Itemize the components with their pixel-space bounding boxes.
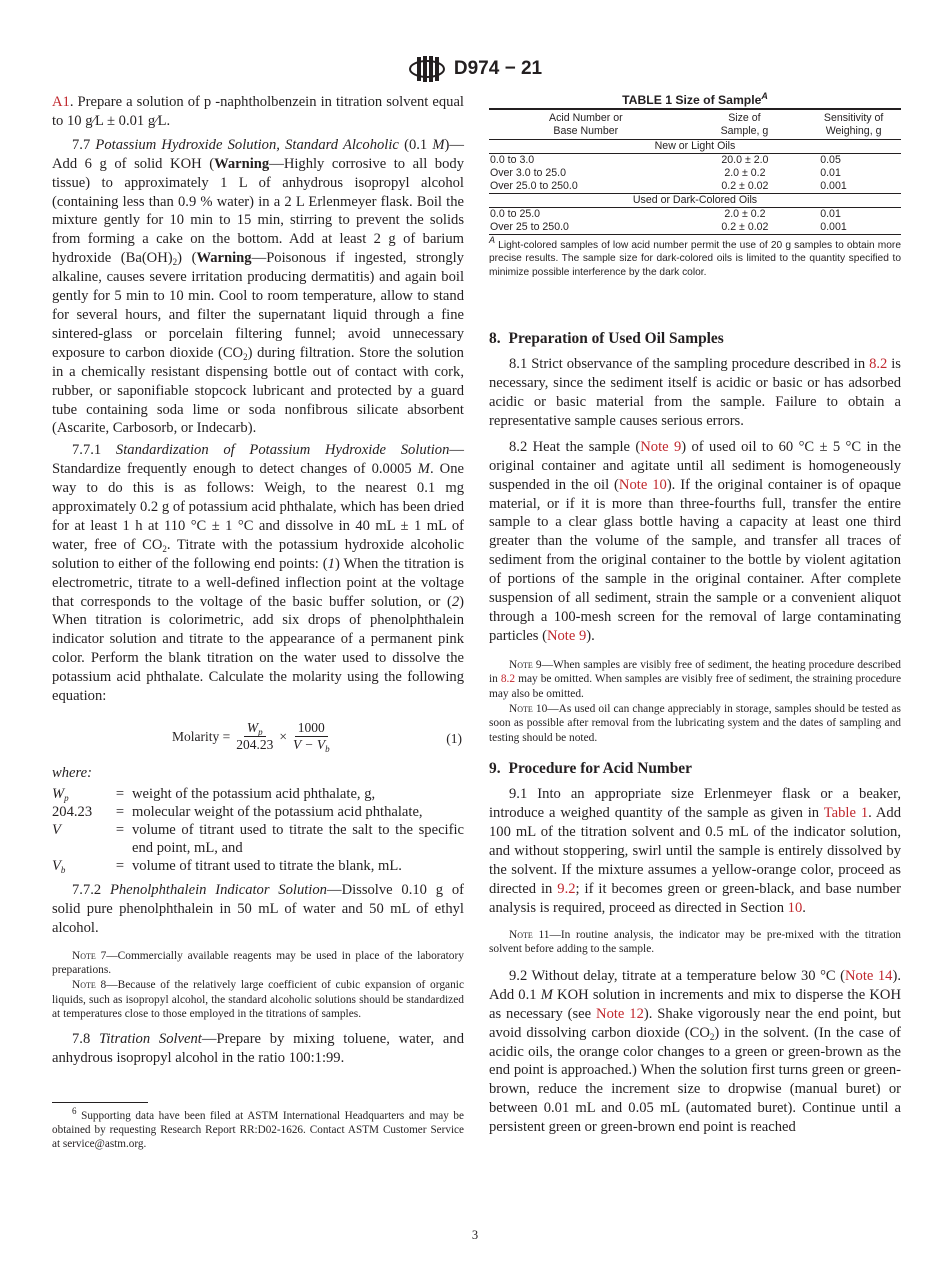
- link-note-9[interactable]: Note 9: [640, 438, 682, 455]
- definition-row: $V_b$ = volume of titrant used to titrate the blank, mL.: [52, 858, 402, 875]
- paragraph-8-2: 8.2 Heat the sample (Note 9) of used oil to 60 °C ± 5 °C in the original container and agitate until all sediment is homogeneously suspended in the oil (Note 10). If the original container is of opaque material, or if it is more than three-fourths full, transfer the entire sample to a clear glass bottle having a capacity at least one third greater than the volume of the sample, and transfer all traces of sediment from the original container to the bottle by violent agitation of portions of the sample in the original container. After complete suspension of all sediment, strain the sample or a convenient aliquot through a 100-mesh screen for the removal of large contaminating particles (Note 9).: [489, 438, 902, 644]
- table-title: TABLE 1 Size of Sample$^A$: [622, 91, 768, 107]
- link-section-8-2[interactable]: 8.2: [500, 673, 516, 686]
- section-title: Potassium Hydroxide Solution, Standard Alcoholic: [95, 136, 399, 153]
- footnote-6: $^6$ Supporting data have been filed at ASTM International Headquarters and may be obtained by requesting Research Report RR:D02-1626. Contact ASTM Customer Service at service@astm.org.: [52, 1105, 464, 1151]
- equation-number: (1): [446, 731, 462, 746]
- table-row: 0.0 to 25.0 2.0 ± 0.2 0.01: [490, 208, 841, 220]
- fraction-1000-over-volume: $\frac{1000}{V - V_b}$: [292, 720, 330, 754]
- column-header: Acid Number or Base Number: [549, 112, 623, 137]
- section-9-heading: 9. Procedure for Acid Number: [489, 760, 692, 778]
- variable-definitions: [52, 785, 464, 875]
- link-a1[interactable]: A1: [52, 94, 70, 110]
- table-row: Over 3.0 to 25.0 2.0 ± 0.2 0.01: [490, 167, 841, 179]
- section-title: Titration Solvent: [99, 1030, 202, 1047]
- link-note-9[interactable]: Note 9: [546, 627, 587, 644]
- section-title: Standardization of Potassium Hydroxide Solution: [115, 442, 450, 459]
- link-section-9-2[interactable]: 9.2: [557, 880, 576, 897]
- paragraph-8-1: 8.1 Strict observance of the sampling procedure described in 8.2 is necessary, since the sediment itself is acidic or basic or has adsorbed acidic or basic material from the sample. Failure to obtain a representative sample causes serious errors.: [489, 356, 901, 429]
- column-header: Size of Sample, g: [720, 112, 769, 137]
- paragraph-7-7-2: 7.7.2 Phenolphthalein Indicator Solution—Dissolve 0.10 g of solid pure phenolphthalein in 50 mL of water and 50 mL of ethyl alcohol.: [52, 882, 464, 936]
- table-row: Over 25.0 to 250.0 0.2 ± 0.02 0.001: [490, 180, 847, 192]
- table-group-row: New or Light Oils: [489, 140, 901, 154]
- link-table-1[interactable]: Table 1: [823, 805, 869, 822]
- right-column: [489, 92, 901, 1137]
- molarity-equation: Molarity = $\frac{W_p}{204.23}$ × $\frac{1000}{V - V_b}$ (1): [172, 720, 462, 754]
- link-section-8-2[interactable]: 8.2: [869, 356, 888, 373]
- paragraph-7-7: 7.7 Potassium Hydroxide Solution, Standard Alcoholic (0.1 M)—Add 6 g of solid KOH (Warning—Highly corrosive to all body tissue) to approximately 1 L of anhydrous isopropyl alcohol (containing less than 0.9 % water) in a 2 L Erlenmeyer flask. Boil the mixture gently for 10 min to 15 min, stirring to prevent the solids from forming a cake on the bottom. Add at least 2 g of barium hydroxide $(Ba(OH)_2)$ (Warning—Poisonous if ingested, strongly alkaline, causes severe irritation producing dermatitis) and again boil gently for 5 min to 10 min. Cool to room temperature, allow to stand for several hours, and filter the supernatant liquid through a fine sintered-glass or porcelain filtering funnel; avoid unnecessary exposure to carbon dioxide $(CO_2)$ during filtration. Store the solution in a chemically resistant dispensing bottle out of contact with cork, rubber, or saponifiable stopcock lubricant and protected by a guard tube containing soda lime or soda nonfibrous silicate absorbent (Ascarite, Carbosorb, or Indecarb).: [52, 136, 464, 437]
- column-header: Sensitivity of Weighing, g: [823, 112, 884, 137]
- note-10: Note 10—As used oil can change appreciably in storage, samples should be tested as soon as possible after removal from the lubricating system and the dates of sampling and testing should be noted.: [489, 702, 901, 744]
- note-8: Note 8—Because of the relatively large coefficient of cubic expansion of organic liquids, such as isopropyl alcohol, the standard alcoholic solutions should be standardized at temperatures close to those employed in the titrations of samples.: [52, 978, 464, 1021]
- page-header: [0, 54, 950, 84]
- section-title: Phenolphthalein Indicator Solution: [109, 882, 327, 898]
- document-designation: D974 − 21: [453, 58, 543, 79]
- astm-logo-icon: [408, 54, 446, 84]
- fraction-wp-over-mw: $\frac{W_p}{204.23}$: [236, 720, 274, 752]
- left-column: [52, 93, 464, 1152]
- table-row: Over 25 to 250.0 0.2 ± 0.02 0.001: [490, 221, 847, 233]
- table-header-row: [489, 109, 901, 140]
- paragraph-9-2: 9.2 Without delay, titrate at a temperature below 30 °C (Note 14). Add 0.1 M KOH solution in increments and mix to disperse the KOH as necessary (see Note 12). Shake vigorously near the end point, but avoid dissolving carbon dioxide $(CO_2)$ in the solvent. (In the case of acidic oils, the orange color changes to a green or green-brown as the end point is approached.) When the solution first turns green or green-brown, reduce the increment size to dropwise (manual buret) or between 0.01 mL and 0.05 mL (automated buret). Continue until a persistent green or green-brown end point is reached: [489, 967, 901, 1136]
- where-label: where:: [52, 765, 92, 781]
- note-7: Note 7—Commercially available reagents may be used in place of the laboratory preparations.: [52, 949, 464, 977]
- link-note-10[interactable]: Note 10: [618, 476, 667, 493]
- page-number: 3: [471, 1228, 479, 1242]
- table-row: 0.0 to 3.0 20.0 ± 2.0 0.05: [490, 154, 841, 166]
- link-section-10[interactable]: 10: [787, 899, 803, 916]
- definition-row: V = volume of titrant used to titrate the salt to the specific end point, mL, and: [52, 822, 464, 856]
- paragraph-7-6-continued: A1. Prepare a solution of p -naphtholbenzein in titration solvent equal to 10 g⁄L ± 0.01 g⁄L.: [52, 94, 464, 129]
- link-note-14[interactable]: Note 14: [845, 967, 893, 984]
- paragraph-9-1: 9.1 Into an appropriate size Erlenmeyer flask or a beaker, introduce a weighed quantity of the sample as given in Table 1. Add 100 mL of the titration solvent and 0.5 mL of the indicator solution, and without stoppering, swirl until the sample is entirely dissolved by the solvent. If the mixture assumes a yellow-orange color, proceed as directed in 9.2; if it becomes green or green-black, and base number analysis is required, proceed as directed in Section 10.: [489, 786, 901, 916]
- warning-label: Warning: [214, 155, 270, 172]
- footnote-divider: [52, 1102, 148, 1103]
- definition-row: 204.23 = molecular weight of the potassium acid phthalate,: [52, 804, 423, 820]
- section-8-heading: 8. Preparation of Used Oil Samples: [489, 330, 724, 348]
- paragraph-7-8: 7.8 Titration Solvent—Prepare by mixing toluene, water, and anhydrous isopropyl alcohol in the ratio 100:1:99.: [52, 1030, 465, 1066]
- warning-label: Warning: [196, 250, 252, 267]
- note-9: Note 9—When samples are visibly free of sediment, the heating procedure described in 8.2 may be omitted. When samples are visibly free of sediment, the straining procedure may also be omitted.: [489, 658, 901, 700]
- note-11: Note 11—In routine analysis, the indicator may be pre-mixed with the titration solvent before adding to the sample.: [489, 928, 901, 956]
- paragraph-7-7-1: 7.7.1 Standardization of Potassium Hydroxide Solution—Standardize frequently enough to detect changes of 0.0005 M. One way to do this is as follows: Weigh, to the nearest 0.1 mg approximately 0.2 g of potassium acid phthalate, which has been dried for at least 1 h at 110 °C ± 1 °C and dissolve in 40 mL ± 1 mL of water, free of $CO_2$. Titrate with the potassium hydroxide alcoholic solution to either of the following end points: (1) When the titration is electrometric, titrate to a well-defined inflection point at the voltage that corresponds to the voltage of the basic buffer solution, or (2) When titration is colorimetric, add six drops of phenolphthalein indicator solution and titrate to the appearance of a permanent pink color. Perform the blank titration on the water used to dissolve the potassium acid phthalate. Calculate the molarity using the following equation:: [52, 442, 464, 705]
- table-footnote: $^A$ Light-colored samples of low acid number permit the use of 20 g samples to obtain more precise results. The sample size for dark-colored oils is limited to the quantity specified to minimize possible interference by the dark color.: [489, 235, 901, 278]
- table-group-row: Used or Dark-Colored Oils: [489, 194, 901, 208]
- definition-row: $W_p$ = weight of the potassium acid phthalate, g,: [52, 786, 376, 803]
- size-of-sample-table: [489, 108, 901, 235]
- link-note-12[interactable]: Note 12: [596, 1005, 644, 1022]
